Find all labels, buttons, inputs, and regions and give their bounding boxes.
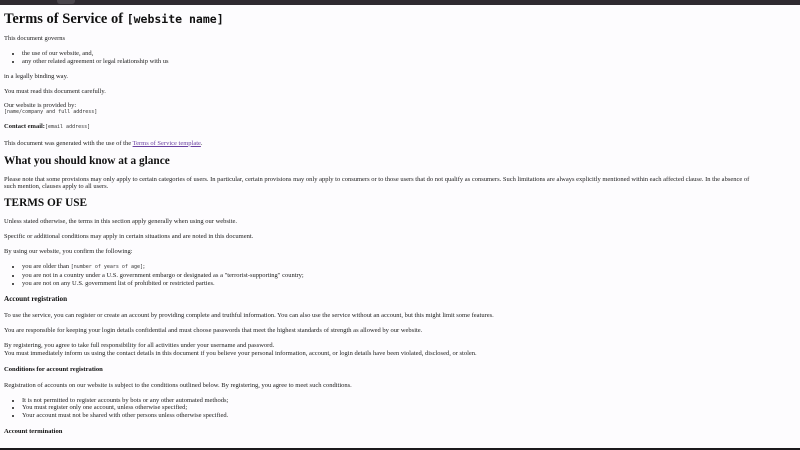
glance-heading: What you should know at a glance: [4, 154, 170, 167]
list-item: • you are not in a country under a U.S. government embargo or designated as a "terrorist-supporting" country;: [22, 272, 800, 280]
glance-line-2: such mention, clauses apply to all users.: [4, 182, 109, 190]
age-placeholder: [number of years of age]: [70, 264, 143, 271]
conditions-list: [4, 397, 800, 420]
generated-suffix: .: [200, 139, 203, 147]
page-title-text: Terms of Service of: [4, 11, 127, 27]
generated-note: [4, 140, 800, 148]
provided-by-label: Our website is provided by:: [4, 101, 77, 109]
document-body: [4, 5, 800, 444]
conditions-p1: Registration of accounts on our website is subject to the conditions outlined below. By registering, you agree to meet such conditions.: [4, 381, 352, 389]
age-suffix: ;: [142, 263, 145, 271]
account-registration-heading: Account registration: [4, 294, 68, 303]
intro-binding: in a legally binding way.: [4, 72, 69, 80]
email-placeholder: [email address]: [44, 124, 91, 131]
list-item: • the use of our website, and,: [22, 50, 800, 58]
list-item: • It is not permitted to register accounts by bots or any other automated methods;: [22, 397, 800, 405]
terms-p2: Specific or additional conditions may apply in certain situations and are noted in this document.: [4, 233, 254, 241]
list-item: [22, 263, 800, 272]
terms-template-link[interactable]: Terms of Service template: [132, 139, 201, 147]
age-prefix: you are older than: [22, 263, 71, 271]
browser-tab[interactable]: [57, 0, 75, 4]
contact-block: [4, 123, 800, 132]
registration-p1: To use the service, you can register or create an account by providing complete and truthful information. You can also use the service without an account, but this might limit some features.: [4, 311, 494, 319]
glance-line-1: Please note that some provisions may only apply to certain categories of users. In particular, certain provisions may only apply to consumers or to those users that do not qualify as consumers. Such limitations are always explicitly mentioned within each affected clause. In the absence of: [4, 175, 750, 183]
list-item: • any other related agreement or legal relationship with us: [22, 58, 800, 66]
contact-email-label: Contact email:: [4, 123, 45, 131]
conditions-heading: Conditions for account registration: [4, 365, 103, 373]
governs-list: [4, 50, 800, 65]
intro-read-carefully: You must read this document carefully.: [4, 87, 106, 95]
provider-block: [4, 103, 800, 116]
website-name-placeholder: [website name]: [126, 12, 224, 26]
registration-p3-line-2: You must immediately inform us using the contact details in this document if you believe your personal information, account, or login details have been violated, disclosed, or stolen.: [4, 349, 477, 357]
provider-placeholder: [name/company and full address]: [4, 109, 98, 116]
list-item: • You must register only one account, unless otherwise specified;: [22, 404, 800, 412]
page-title: [4, 11, 800, 28]
terms-p1: Unless stated otherwise, the terms in this section apply generally when using our website.: [4, 218, 238, 226]
registration-p3-line-1: By registering, you agree to take full responsibility for all activities under your username and password.: [4, 341, 275, 349]
registration-p3: [4, 342, 800, 357]
confirm-list: [4, 263, 800, 287]
generated-prefix: This document was generated with the use of the: [4, 139, 133, 147]
list-item: • you are not on any U.S. government list of prohibited or restricted parties.: [22, 280, 800, 288]
list-item: • Your account must not be shared with other persons unless otherwise specified.: [22, 412, 800, 420]
glance-paragraph: [4, 176, 800, 190]
intro-governs: This document governs: [4, 35, 66, 42]
terms-p3: By using our website, you confirm the following:: [4, 248, 133, 256]
terms-of-use-heading: TERMS OF USE: [4, 197, 88, 210]
account-termination-heading: Account termination: [4, 427, 63, 435]
registration-p2: You are responsible for keeping your login details confidential and must choose passwords that meet the highest standards of strength as allowed by our website.: [4, 326, 423, 334]
